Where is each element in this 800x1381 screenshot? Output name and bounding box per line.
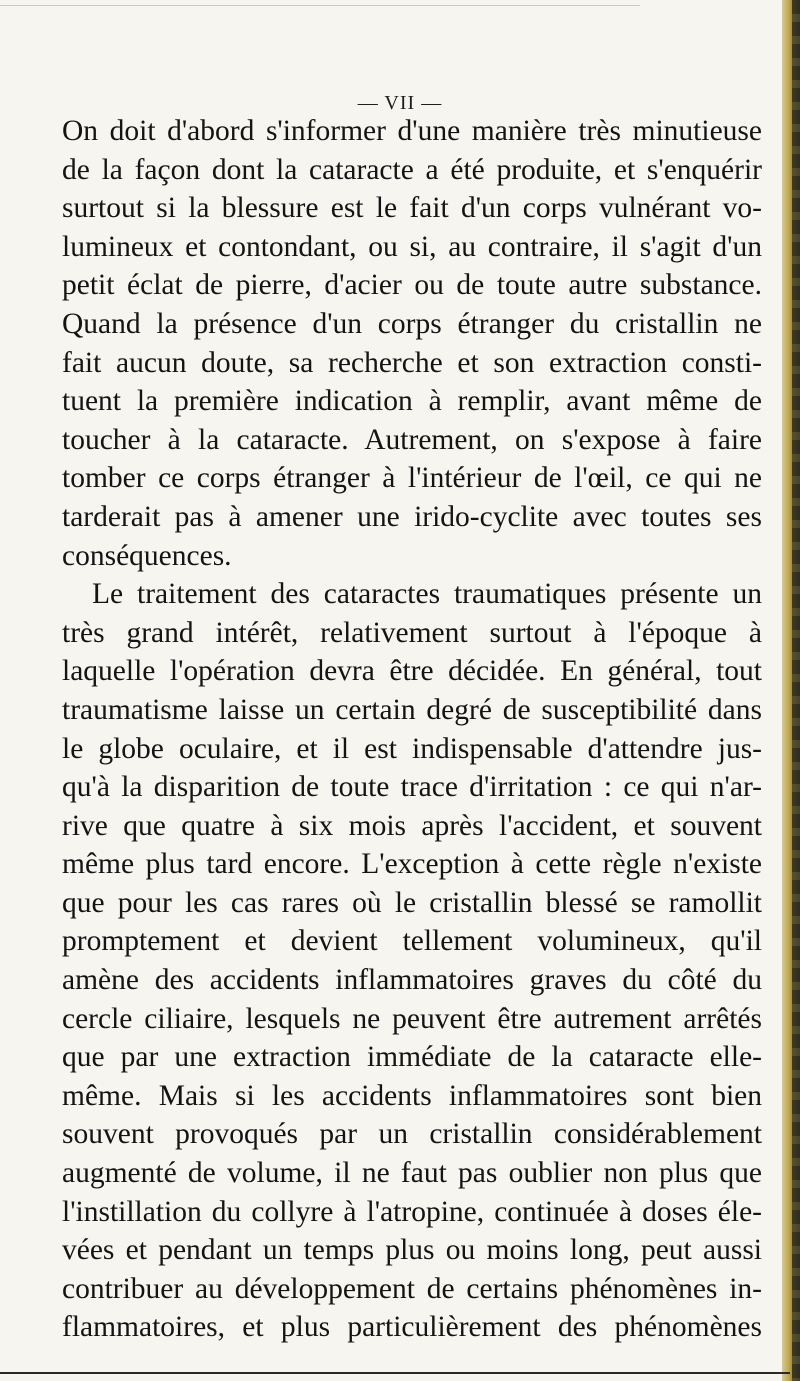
text-line: promptement et devient tellement volumineux, qu'il — [62, 925, 762, 958]
text-line: fait aucun doute, sa recherche et son extraction consti- — [62, 346, 762, 379]
text-line: même. Mais si les accidents inflammatoires sont bien — [62, 1079, 762, 1112]
page-top-edge — [0, 5, 640, 6]
text-line: toucher à la cataracte. Autrement, on s'expose à faire — [62, 423, 762, 456]
text-line: Quand la présence d'un corps étranger du cristallin ne — [62, 307, 762, 340]
text-line: que par une extraction immédiate de la cataracte elle- — [62, 1041, 762, 1074]
text-line: petit éclat de pierre, d'acier ou de toute autre substance. — [62, 269, 762, 302]
text-line: cercle ciliaire, lesquels ne peuvent être autrement arrêtés — [62, 1002, 762, 1035]
text-line: tuent la première indication à remplir, avant même de — [62, 385, 762, 418]
text-line: même plus tard encore. L'exception à cette règle n'existe — [62, 848, 762, 881]
page-bottom-edge — [0, 1372, 790, 1374]
text-line: lumineux et contondant, ou si, au contraire, il s'agit d'un — [62, 230, 762, 263]
text-line: conséquences. — [62, 539, 232, 572]
text-line: tarderait pas à amener une irido-cyclite avec toutes ses — [62, 500, 762, 533]
text-line: laquelle l'opération devra être décidée. En général, tout — [62, 655, 762, 688]
text-line: contribuer au développement de certains phénomènes in- — [62, 1272, 762, 1305]
text-line: l'instillation du collyre à l'atropine, continuée à doses éle- — [62, 1195, 762, 1228]
text-line: qu'à la disparition de toute trace d'irritation : ce qui n'ar- — [62, 771, 762, 804]
text-line: traumatisme laisse un certain degré de susceptibilité dans — [62, 693, 762, 726]
text-line: vées et pendant un temps plus ou moins long, peut aussi — [62, 1234, 762, 1267]
text-line: rive que quatre à six mois après l'accident, et souvent — [62, 809, 762, 842]
text-line: augmenté de volume, il ne faut pas oublier non plus que — [62, 1157, 762, 1190]
text-line: de la façon dont la cataracte a été produite, et s'enquérir — [62, 153, 762, 186]
page-number: — VII — — [357, 92, 443, 114]
text-line: très grand intérêt, relativement surtout à l'époque à — [62, 616, 762, 649]
text-line: le globe oculaire, et il est indispensable d'attendre jus- — [62, 732, 762, 765]
text-line: souvent provoqués par un cristallin considérablement — [62, 1118, 762, 1151]
text-line: flammatoires, et plus particulièrement des phénomènes — [62, 1311, 762, 1344]
text-line: tomber ce corps étranger à l'intérieur de l'œil, ce qui ne — [62, 462, 762, 495]
text-line: surtout si la blessure est le fait d'un corps vulnérant vo- — [62, 192, 762, 225]
text-line: que pour les cas rares où le cristallin blessé se ramollit — [62, 886, 762, 919]
text-line: amène des accidents inflammatoires graves du côté du — [62, 964, 762, 997]
body-text — [62, 112, 762, 1347]
book-spine-binding — [792, 0, 800, 1381]
text-line: Le traitement des cataractes traumatiques présente un — [92, 578, 762, 611]
text-line: On doit d'abord s'informer d'une manière très minutieuse — [62, 115, 762, 147]
